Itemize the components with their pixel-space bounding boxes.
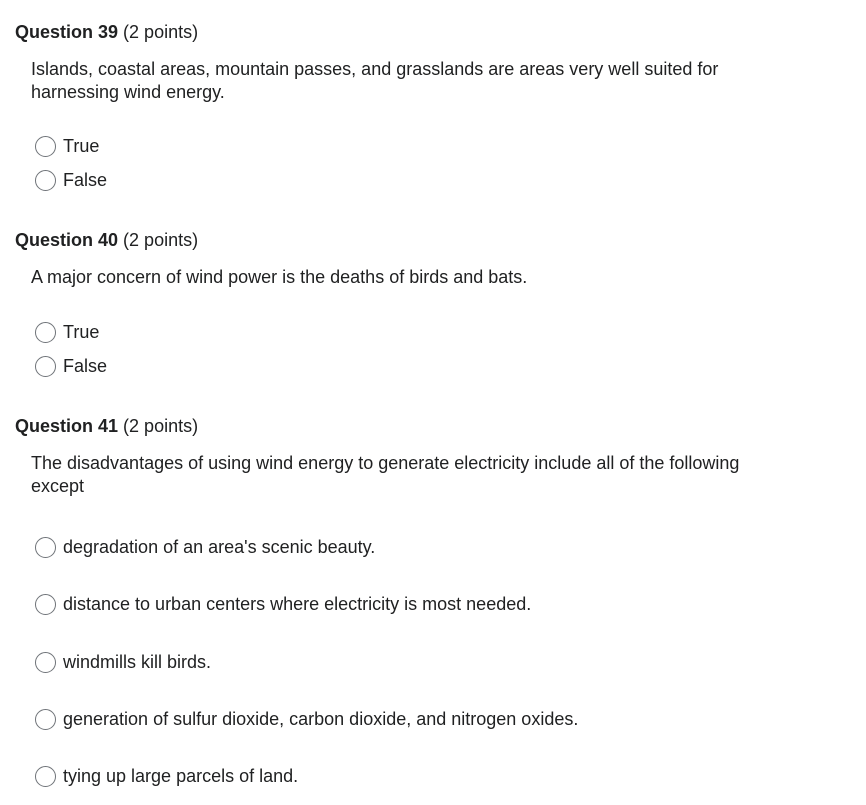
- option-label[interactable]: generation of sulfur dioxide, carbon dioxide, and nitrogen oxides.: [63, 709, 579, 729]
- radio-button[interactable]: [35, 652, 56, 673]
- question-header: [15, 21, 198, 43]
- option-label[interactable]: distance to urban centers where electricity is most needed.: [63, 594, 532, 614]
- radio-button[interactable]: [35, 537, 56, 558]
- option-c[interactable]: [35, 650, 211, 674]
- radio-button[interactable]: [35, 356, 56, 377]
- question-number: Question 40: [15, 230, 119, 250]
- radio-button[interactable]: [35, 170, 56, 191]
- radio-button[interactable]: [35, 136, 56, 157]
- option-label[interactable]: windmills kill birds.: [63, 652, 212, 672]
- option-true[interactable]: [35, 320, 99, 344]
- option-d[interactable]: [35, 707, 578, 731]
- question-text: Islands, coastal areas, mountain passes, and grasslands are areas very well suited for harnessing wind energy.: [31, 59, 719, 102]
- radio-button[interactable]: [35, 594, 56, 615]
- question-points: (2 points): [123, 22, 199, 42]
- radio-button[interactable]: [35, 766, 56, 787]
- option-label[interactable]: False: [63, 356, 108, 376]
- option-false[interactable]: [35, 168, 107, 192]
- option-label[interactable]: tying up large parcels of land.: [63, 766, 299, 786]
- question-header: [15, 229, 198, 251]
- option-false[interactable]: [35, 354, 107, 378]
- option-label[interactable]: True: [63, 136, 100, 156]
- radio-button[interactable]: [35, 709, 56, 730]
- option-label[interactable]: True: [63, 322, 100, 342]
- option-label[interactable]: degradation of an area's scenic beauty.: [63, 537, 376, 557]
- radio-button[interactable]: [35, 322, 56, 343]
- option-true[interactable]: [35, 134, 99, 158]
- option-a[interactable]: [35, 535, 375, 559]
- question-text: The disadvantages of using wind energy to generate electricity include all of the following except: [31, 453, 740, 496]
- option-e[interactable]: [35, 764, 298, 788]
- option-label[interactable]: False: [63, 170, 108, 190]
- question-number: Question 39: [15, 22, 119, 42]
- question-number: Question 41: [15, 416, 119, 436]
- option-b[interactable]: [35, 592, 531, 616]
- question-text: A major concern of wind power is the deaths of birds and bats.: [31, 267, 528, 287]
- question-points: (2 points): [123, 416, 199, 436]
- question-header: [15, 415, 198, 437]
- question-points: (2 points): [123, 230, 199, 250]
